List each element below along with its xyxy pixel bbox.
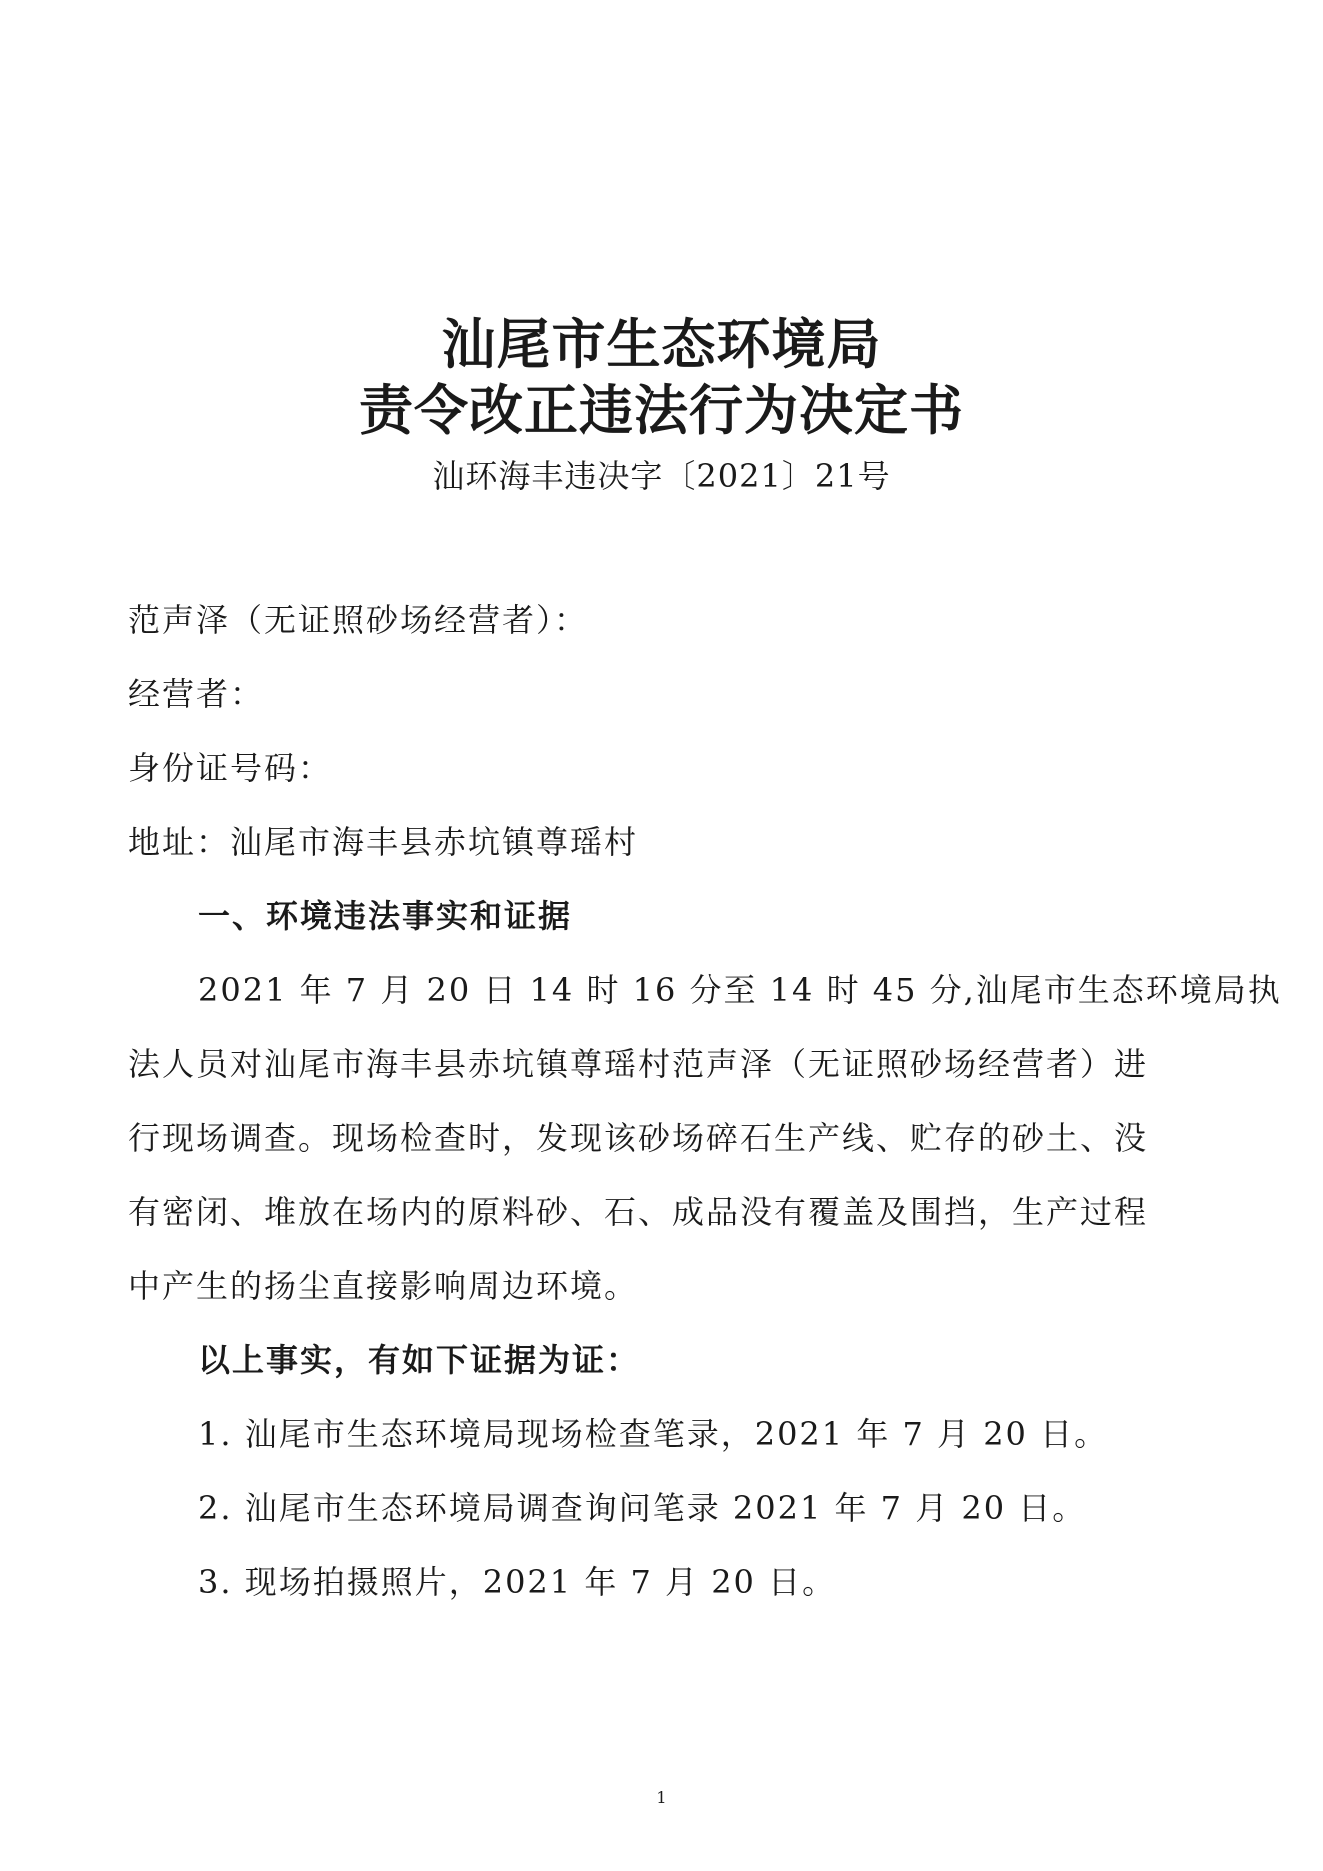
evidence-item-2: 2. 汕尾市生态环境局调查询问笔录 2021 年 7 月 20 日。 [198,1489,1087,1527]
facts-line-4: 有密闭、堆放在场内的原料砂、石、成品没有覆盖及围挡，生产过程 [128,1193,1149,1231]
facts-line-2: 法人员对汕尾市海丰县赤坑镇尊瑶村范声泽（无证照砂场经营者）进 [128,1045,1149,1083]
facts-line-5: 中产生的扬尘直接影响周边环境。 [128,1267,639,1305]
evidence-item-1: 1. 汕尾市生态环境局现场检查笔录，2021 年 7 月 20 日。 [198,1415,1109,1453]
section-heading-facts: 一、环境违法事实和证据 [198,897,573,935]
document-title-line-1: 汕尾市生态环境局 [441,313,882,376]
address-line: 地址：汕尾市海丰县赤坑镇尊瑶村 [128,823,639,861]
document-number: 汕环海丰违决字〔2021〕21号 [432,457,891,495]
evidence-heading: 以上事实，有如下证据为证： [198,1341,641,1379]
page-number: 1 [656,1788,667,1807]
facts-line-1: 2021 年 7 月 20 日 14 时 16 分至 14 时 45 分,汕尾市生态环境局执 [198,971,1282,1009]
id-number-label: 身份证号码： [128,749,333,787]
recipient-line: 范声泽（无证照砂场经营者）： [128,601,589,639]
evidence-item-3: 3. 现场拍摄照片，2021 年 7 月 20 日。 [198,1563,837,1601]
document-title-line-2: 责令改正违法行为决定书 [359,379,964,442]
operator-label: 经营者： [128,675,265,713]
facts-line-3: 行现场调查。现场检查时，发现该砂场碎石生产线、贮存的砂土、没 [128,1119,1149,1157]
